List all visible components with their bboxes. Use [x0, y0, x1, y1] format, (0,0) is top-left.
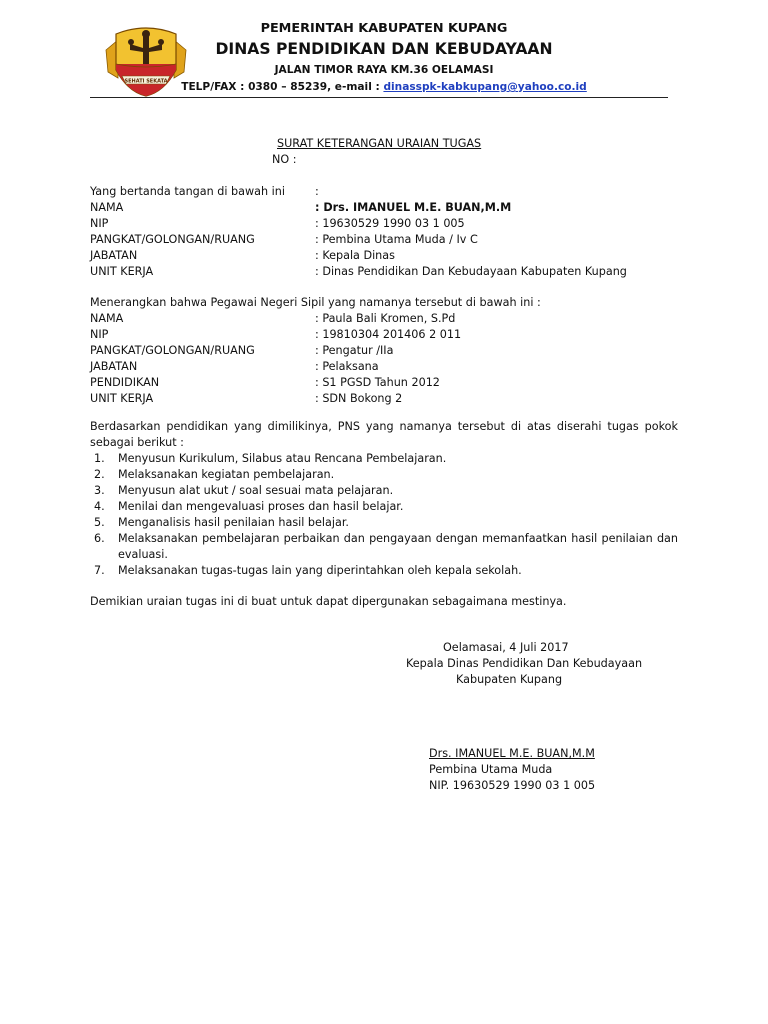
duty-number: 5. [94, 516, 105, 529]
letterhead-contact [180, 79, 588, 95]
field-label: NIP [90, 328, 109, 341]
employee-intro: Menerangkan bahwa Pegawai Negeri Sipil yang namanya tersebut di bawah ini : [90, 296, 541, 309]
signature-name: Drs. IMANUEL M.E. BUAN,M.M [429, 747, 595, 760]
field-value: : S1 PGSD Tahun 2012 [315, 376, 440, 389]
letterhead-address: JALAN TIMOR RAYA KM.36 OELAMASI [274, 64, 494, 76]
field-value: : SDN Bokong 2 [315, 392, 403, 405]
letterhead [180, 20, 588, 95]
document-number: NO : [272, 153, 297, 166]
duty-text: Menilai dan mengevaluasi proses dan hasil belajar. [118, 500, 404, 513]
field-value: : Drs. IMANUEL M.E. BUAN,M.M [315, 201, 512, 214]
duty-number: 7. [94, 564, 105, 577]
letterhead-department: DINAS PENDIDIKAN DAN KEBUDAYAAN [215, 40, 553, 58]
kabupaten-kupang-emblem [104, 20, 188, 100]
signature-region: Kabupaten Kupang [456, 673, 563, 686]
field-label: UNIT KERJA [90, 265, 154, 278]
duty-number: 1. [94, 452, 105, 465]
duty-text: Melaksanakan tugas-tugas lain yang diperintahkan oleh kepala sekolah. [118, 564, 522, 577]
signer-intro-label: Yang bertanda tangan di bawah ini [90, 185, 285, 198]
signature-rank: Pembina Utama Muda [429, 763, 553, 776]
duty-number: 2. [94, 468, 105, 481]
field-value: : Pelaksana [315, 360, 379, 373]
document-title: SURAT KETERANGAN URAIAN TUGAS [277, 137, 482, 150]
duty-number: 6. [94, 532, 105, 545]
letterhead-government: PEMERINTAH KABUPATEN KUPANG [260, 21, 508, 36]
contact-phone: TELP/FAX : 0380 – 85239, e-mail : [181, 81, 384, 93]
signature-place-date: Oelamasai, 4 Juli 2017 [443, 641, 569, 654]
field-value: : Kepala Dinas [315, 249, 395, 262]
duty-text: Melaksanakan kegiatan pembelajaran. [118, 468, 335, 481]
field-label: UNIT KERJA [90, 392, 154, 405]
field-label: NAMA [90, 201, 124, 214]
duty-text: Menyusun alat ukut / soal sesuai mata pelajaran. [118, 484, 394, 497]
letterhead-divider [90, 97, 668, 98]
field-label: PANGKAT/GOLONGAN/RUANG [90, 344, 255, 357]
duty-text: Menyusun Kurikulum, Silabus atau Rencana Pembelajaran. [118, 452, 447, 465]
signature-nip: NIP. 19630529 1990 03 1 005 [429, 779, 596, 792]
signature-position: Kepala Dinas Pendidikan Dan Kebudayaan [406, 657, 643, 670]
field-label: PANGKAT/GOLONGAN/RUANG [90, 233, 255, 246]
field-label: JABATAN [90, 249, 138, 262]
duty-number: 3. [94, 484, 105, 497]
duty-text: Melaksanakan pembelajaran perbaikan dan pengayaan dengan memanfaatkan hasil penilaian dan evaluasi. [118, 532, 678, 561]
duties-intro: Berdasarkan pendidikan yang dimilikinya, PNS yang namanya tersebut di atas diserahi tugas pokok sebagai berikut : [90, 420, 678, 449]
signer-intro-colon: : [315, 185, 319, 198]
field-value: : 19810304 201406 2 011 [315, 328, 462, 341]
duty-text: Menganalisis hasil penilaian hasil belajar. [118, 516, 349, 529]
closing-statement: Demikian uraian tugas ini di buat untuk dapat dipergunakan sebagaimana mestinya. [90, 595, 567, 608]
svg-text:SEHATI SEKATA: SEHATI SEKATA [124, 78, 168, 85]
field-value: : Pengatur /IIa [315, 344, 394, 357]
field-label: NAMA [90, 312, 124, 325]
field-label: NIP [90, 217, 109, 230]
field-value: : Pembina Utama Muda / Iv C [315, 233, 478, 246]
field-label: PENDIDIKAN [90, 376, 160, 389]
field-value: : 19630529 1990 03 1 005 [315, 217, 465, 230]
field-value: : Paula Bali Kromen, S.Pd [315, 312, 456, 325]
field-value: : Dinas Pendidikan Dan Kebudayaan Kabupaten Kupang [315, 265, 627, 278]
field-label: JABATAN [90, 360, 138, 373]
email-link[interactable]: dinasspk-kabkupang@yahoo.co.id [383, 81, 587, 93]
duty-number: 4. [94, 500, 105, 513]
